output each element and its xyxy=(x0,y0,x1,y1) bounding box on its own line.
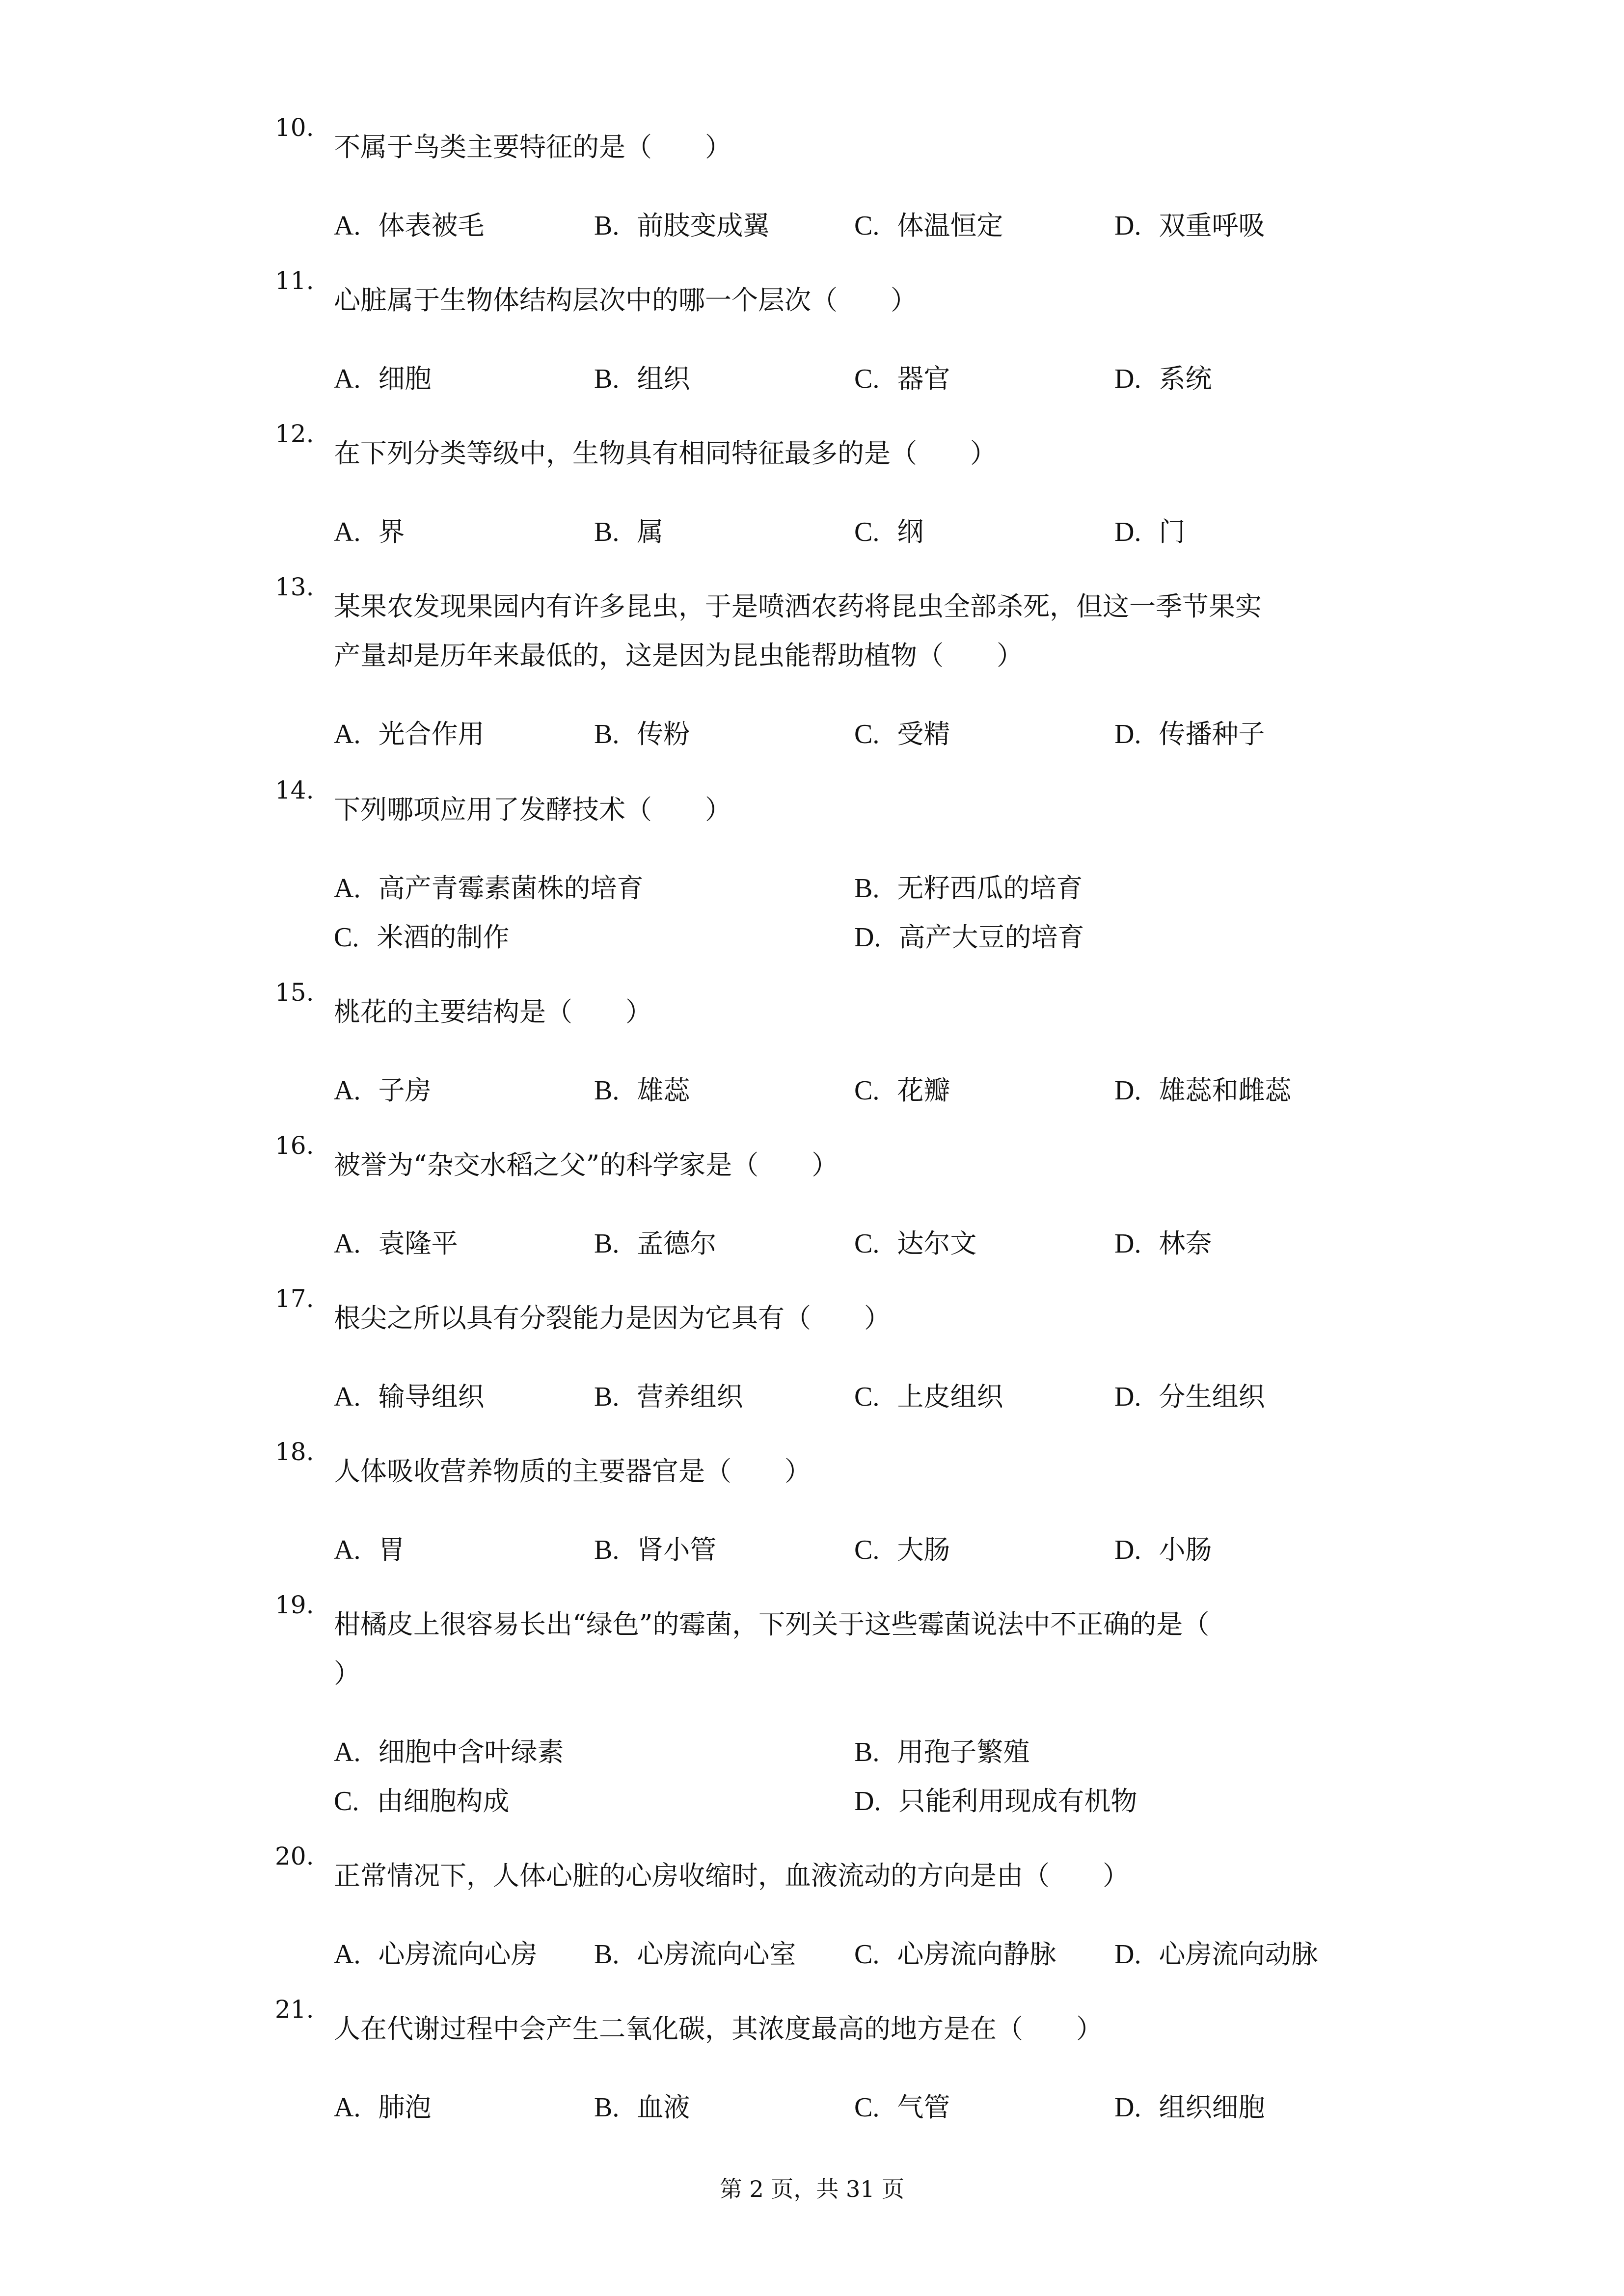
option-letter: B. xyxy=(854,873,880,904)
question-stem: 被誉为“杂交水稻之父”的科学家是（ ） xyxy=(334,1149,839,1180)
option-text: 器官 xyxy=(897,363,950,394)
question-19 xyxy=(275,1591,1384,1826)
option-c[interactable] xyxy=(854,2083,1114,2132)
option-b[interactable] xyxy=(594,201,854,250)
option-a[interactable] xyxy=(334,1066,594,1115)
option-text: 输导组织 xyxy=(378,1381,485,1412)
question-16 xyxy=(275,1131,1384,1268)
question-number: 21. xyxy=(275,1995,314,2024)
option-letter: A. xyxy=(334,1228,361,1259)
option-c[interactable] xyxy=(854,1066,1114,1115)
question-17 xyxy=(275,1284,1384,1421)
option-d[interactable] xyxy=(1114,710,1375,759)
options xyxy=(334,864,1384,962)
option-text: 组织 xyxy=(637,363,690,394)
options xyxy=(334,2083,1384,2132)
option-letter: C. xyxy=(854,2092,880,2123)
option-text: 用孢子繁殖 xyxy=(897,1736,1030,1767)
options xyxy=(334,1372,1384,1421)
option-text: 分生组织 xyxy=(1159,1381,1265,1412)
question-stem: 桃花的主要结构是（ ） xyxy=(334,996,652,1027)
option-c[interactable] xyxy=(854,507,1114,557)
option-text: 大肠 xyxy=(897,1534,950,1565)
option-b[interactable] xyxy=(594,354,854,403)
option-text: 双重呼吸 xyxy=(1159,210,1265,241)
option-text: 雄蕊 xyxy=(637,1075,690,1106)
question-stem: 某果农发现果园内有许多昆虫，于是喷洒农药将昆虫全部杀死，但这一季节果实 产量却是历年来最低的，这是因为昆虫能帮助植物（ ） xyxy=(334,591,1262,671)
option-text: 营养组织 xyxy=(637,1381,743,1412)
option-d[interactable] xyxy=(1114,507,1375,557)
option-letter: D. xyxy=(1114,1075,1141,1106)
option-a[interactable] xyxy=(334,1372,594,1421)
option-letter: C. xyxy=(854,1382,880,1412)
question-stem: 柑橘皮上很容易长出“绿色”的霉菌，下列关于这些霉菌说法中不正确的是（ ） xyxy=(334,1609,1210,1689)
option-d[interactable] xyxy=(1114,2083,1375,2132)
option-d[interactable] xyxy=(1114,201,1375,250)
option-b[interactable] xyxy=(594,2083,854,2132)
question-10 xyxy=(275,113,1384,250)
question-number: 13. xyxy=(275,573,314,601)
question-12 xyxy=(275,420,1384,557)
option-letter: C. xyxy=(854,1939,880,1970)
option-letter: B. xyxy=(594,1228,620,1259)
option-letter: B. xyxy=(854,1737,880,1767)
question-13 xyxy=(275,573,1384,759)
option-letter: D. xyxy=(1114,1382,1141,1412)
option-letter: D. xyxy=(1114,2092,1141,2123)
option-text: 传粉 xyxy=(637,719,690,749)
option-text: 体温恒定 xyxy=(897,210,1003,241)
option-a[interactable] xyxy=(334,710,594,759)
option-letter: A. xyxy=(334,211,361,241)
option-c[interactable] xyxy=(854,1372,1114,1421)
question-number: 15. xyxy=(275,978,314,1007)
question-stem: 心脏属于生物体结构层次中的哪一个层次（ ） xyxy=(334,285,917,316)
question-14 xyxy=(275,776,1384,962)
option-letter: A. xyxy=(334,1939,361,1970)
option-text: 心房流向心室 xyxy=(637,1939,796,1970)
option-a[interactable] xyxy=(334,1728,854,1777)
option-a[interactable] xyxy=(334,354,594,403)
option-text: 心房流向动脉 xyxy=(1159,1939,1318,1970)
option-text: 上皮组织 xyxy=(897,1381,1003,1412)
option-text: 小肠 xyxy=(1159,1534,1212,1565)
options xyxy=(334,710,1384,759)
option-text: 光合作用 xyxy=(378,719,485,749)
option-letter: D. xyxy=(1114,1939,1141,1970)
option-letter: B. xyxy=(594,719,620,749)
option-text: 米酒的制作 xyxy=(377,922,510,953)
question-number: 11. xyxy=(275,267,314,295)
option-c[interactable] xyxy=(334,1777,854,1826)
question-stem: 正常情况下，人体心脏的心房收缩时，血液流动的方向是由（ ） xyxy=(334,1860,1129,1891)
option-b[interactable] xyxy=(594,1525,854,1575)
option-letter: C. xyxy=(854,719,880,749)
question-stem: 人体吸收营养物质的主要器官是（ ） xyxy=(334,1456,811,1487)
option-text: 孟德尔 xyxy=(637,1228,717,1259)
option-a[interactable] xyxy=(334,201,594,250)
question-20 xyxy=(275,1842,1384,1979)
option-text: 由细胞构成 xyxy=(377,1786,510,1816)
option-c[interactable] xyxy=(334,913,854,962)
option-text: 高产青霉素菌株的培育 xyxy=(378,873,644,904)
option-d[interactable] xyxy=(1114,1525,1375,1575)
option-text: 高产大豆的培育 xyxy=(898,922,1084,953)
option-letter: D. xyxy=(854,1786,881,1816)
question-18 xyxy=(275,1438,1384,1575)
option-b[interactable] xyxy=(594,1066,854,1115)
option-letter: C. xyxy=(854,364,880,394)
option-text: 前肢变成翼 xyxy=(637,210,770,241)
option-a[interactable] xyxy=(334,2083,594,2132)
option-a[interactable] xyxy=(334,507,594,557)
option-letter: B. xyxy=(594,211,620,241)
option-c[interactable] xyxy=(854,1219,1114,1268)
option-text: 系统 xyxy=(1159,363,1212,394)
option-c[interactable] xyxy=(854,354,1114,403)
option-text: 传播种子 xyxy=(1159,719,1265,749)
option-letter: B. xyxy=(594,1382,620,1412)
option-text: 气管 xyxy=(897,2092,950,2123)
options xyxy=(334,1728,1384,1826)
option-text: 胃 xyxy=(378,1534,405,1565)
option-b[interactable] xyxy=(594,507,854,557)
option-text: 血液 xyxy=(637,2092,690,2123)
option-text: 心房流向心房 xyxy=(378,1939,538,1970)
option-c[interactable] xyxy=(854,1525,1114,1575)
option-letter: D. xyxy=(1114,719,1141,749)
option-letter: D. xyxy=(1114,517,1141,547)
option-letter: A. xyxy=(334,1382,361,1412)
option-d[interactable] xyxy=(1114,354,1375,403)
option-a[interactable] xyxy=(334,864,854,913)
option-text: 组织细胞 xyxy=(1159,2092,1265,2123)
option-text: 花瓣 xyxy=(897,1075,950,1106)
options xyxy=(334,1066,1384,1115)
option-text: 界 xyxy=(378,516,405,547)
question-stem: 根尖之所以具有分裂能力是因为它具有（ ） xyxy=(334,1303,891,1334)
option-letter: A. xyxy=(334,2092,361,2123)
question-stem: 在下列分类等级中，生物具有相同特征最多的是（ ） xyxy=(334,438,997,469)
option-text: 肺泡 xyxy=(378,2092,432,2123)
option-c[interactable] xyxy=(854,1930,1114,1979)
option-text: 雄蕊和雌蕊 xyxy=(1159,1075,1292,1106)
option-d[interactable] xyxy=(1114,1066,1375,1115)
option-letter: A. xyxy=(334,1075,361,1106)
option-text: 肾小管 xyxy=(637,1534,717,1565)
option-d[interactable] xyxy=(1114,1930,1375,1979)
option-text: 纲 xyxy=(897,516,924,547)
option-letter: C. xyxy=(854,1535,880,1565)
option-b[interactable] xyxy=(594,1930,854,1979)
option-text: 门 xyxy=(1159,516,1186,547)
option-text: 属 xyxy=(637,516,664,547)
options xyxy=(334,1930,1384,1979)
option-letter: A. xyxy=(334,517,361,547)
question-number: 16. xyxy=(275,1131,314,1160)
option-letter: B. xyxy=(594,1939,620,1970)
option-letter: A. xyxy=(334,1737,361,1767)
option-letter: C. xyxy=(854,211,880,241)
question-number: 20. xyxy=(275,1842,314,1870)
question-15 xyxy=(275,978,1384,1115)
question-stem: 下列哪项应用了发酵技术（ ） xyxy=(334,794,731,825)
option-letter: A. xyxy=(334,1535,361,1565)
option-letter: A. xyxy=(334,873,361,904)
option-letter: A. xyxy=(334,364,361,394)
option-letter: D. xyxy=(1114,364,1141,394)
options xyxy=(334,1219,1384,1268)
option-c[interactable] xyxy=(854,201,1114,250)
page-footer: 第 2 页，共 31 页 xyxy=(719,2176,905,2202)
option-text: 细胞 xyxy=(378,363,432,394)
question-number: 19. xyxy=(275,1591,314,1619)
option-d[interactable] xyxy=(854,1777,1375,1826)
option-c[interactable] xyxy=(854,710,1114,759)
option-text: 袁隆平 xyxy=(378,1228,458,1259)
option-text: 只能利用现成有机物 xyxy=(898,1786,1137,1816)
question-number: 10. xyxy=(275,113,314,142)
option-b[interactable] xyxy=(594,1219,854,1268)
option-letter: D. xyxy=(854,922,881,953)
option-letter: B. xyxy=(594,1535,620,1565)
option-text: 心房流向静脉 xyxy=(897,1939,1056,1970)
question-number: 18. xyxy=(275,1438,314,1466)
option-letter: C. xyxy=(854,517,880,547)
question-11 xyxy=(275,267,1384,403)
option-text: 林奈 xyxy=(1159,1228,1212,1259)
option-a[interactable] xyxy=(334,1219,594,1268)
option-b[interactable] xyxy=(594,710,854,759)
question-number: 14. xyxy=(275,776,314,804)
question-stem: 人在代谢过程中会产生二氧化碳，其浓度最高的地方是在（ ） xyxy=(334,2013,1103,2044)
options xyxy=(334,1525,1384,1575)
question-number: 17. xyxy=(275,1284,314,1313)
option-letter: B. xyxy=(594,1075,620,1106)
option-letter: D. xyxy=(1114,1228,1141,1259)
option-b[interactable] xyxy=(594,1372,854,1421)
option-text: 体表被毛 xyxy=(378,210,485,241)
option-letter: A. xyxy=(334,719,361,749)
option-a[interactable] xyxy=(334,1930,594,1979)
option-letter: B. xyxy=(594,517,620,547)
option-d[interactable] xyxy=(854,913,1375,962)
option-letter: B. xyxy=(594,364,620,394)
option-d[interactable] xyxy=(1114,1219,1375,1268)
question-number: 12. xyxy=(275,420,314,448)
option-letter: C. xyxy=(854,1075,880,1106)
options xyxy=(334,201,1384,250)
option-b[interactable] xyxy=(854,1728,1375,1777)
option-letter: D. xyxy=(1114,211,1141,241)
option-text: 细胞中含叶绿素 xyxy=(378,1736,564,1767)
option-letter: D. xyxy=(1114,1535,1141,1565)
option-text: 达尔文 xyxy=(897,1228,977,1259)
option-text: 无籽西瓜的培育 xyxy=(897,873,1083,904)
question-21 xyxy=(275,1995,1384,2132)
options xyxy=(334,507,1384,557)
option-letter: C. xyxy=(334,1786,359,1816)
option-a[interactable] xyxy=(334,1525,594,1575)
option-b[interactable] xyxy=(854,864,1375,913)
option-text: 子房 xyxy=(378,1075,432,1106)
question-stem: 不属于鸟类主要特征的是（ ） xyxy=(334,132,731,162)
option-d[interactable] xyxy=(1114,1372,1375,1421)
option-letter: C. xyxy=(334,922,359,953)
option-text: 受精 xyxy=(897,719,950,749)
options xyxy=(334,354,1384,403)
option-letter: B. xyxy=(594,2092,620,2123)
option-letter: C. xyxy=(854,1228,880,1259)
